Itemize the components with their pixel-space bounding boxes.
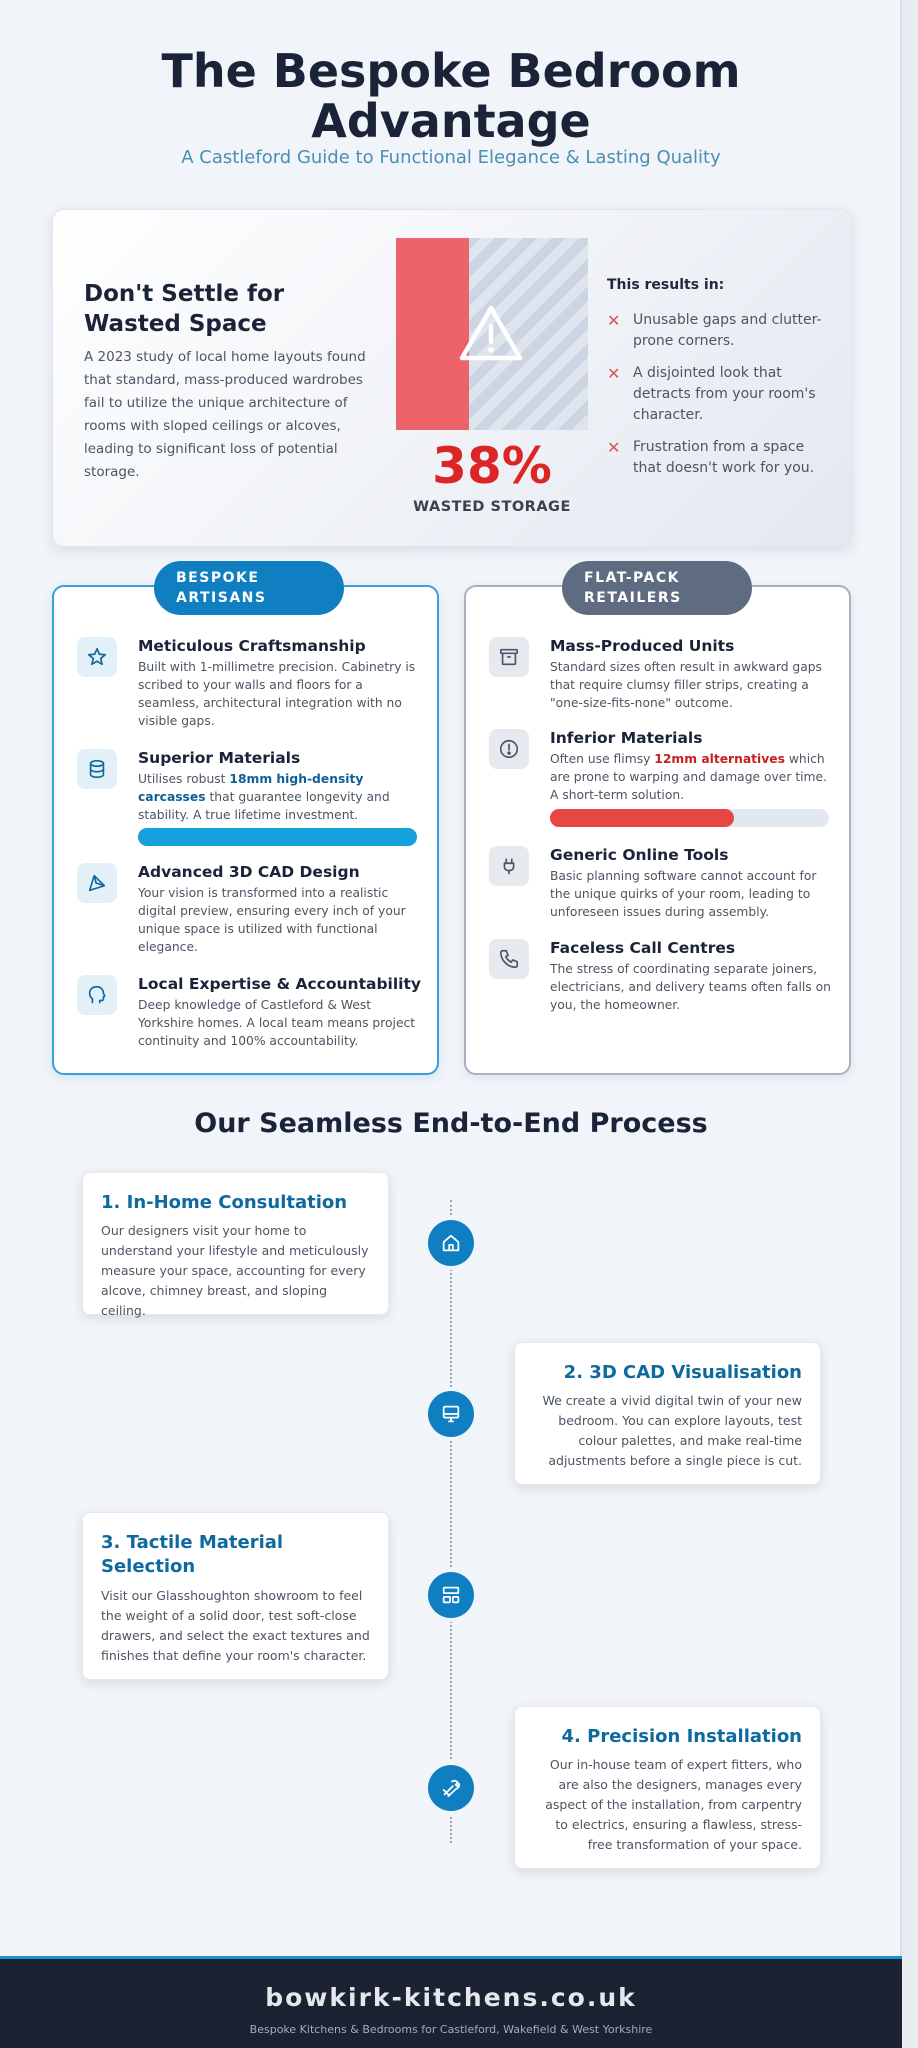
text-part: Utilises robust <box>138 772 230 786</box>
feature-text: Built with 1-millimetre precision. Cabinetry is scribed to your walls and floors for a seamless, architectural integration with no visible gaps. <box>138 660 416 728</box>
feature-title: Advanced 3D CAD Design <box>138 863 360 881</box>
alert-circle-icon <box>489 729 529 769</box>
feature-title: Faceless Call Centres <box>550 939 736 957</box>
highlight-text: 18mm high-density carcasses <box>138 772 364 804</box>
process-step-material-selection <box>82 1512 389 1680</box>
feature-text: The stress of coordinating separate joiners, electricians, and delivery teams often falls on you, the homeowner. <box>550 962 831 1012</box>
feature-text: Standard sizes often result in awkward gaps that require clumsy filler strips, creating a "one-size-fits-none" outcome. <box>550 660 822 710</box>
bespoke-artisans-card <box>52 570 439 1075</box>
feature-title: Superior Materials <box>138 749 301 767</box>
page-subtitle: A Castleford Guide to Functional Elegance & Lasting Quality <box>181 147 721 168</box>
website-link[interactable]: bowkirk-kitchens.co.uk <box>265 1983 637 2012</box>
material-quality-bar <box>550 809 829 827</box>
feature-title: Generic Online Tools <box>550 846 729 864</box>
flat-pack-badge <box>562 561 752 615</box>
page-title <box>0 46 902 146</box>
process-step-cad <box>514 1342 821 1485</box>
cross-icon: ✕ <box>607 364 621 383</box>
text-part: Often use flimsy <box>550 752 655 766</box>
layout-icon <box>428 1572 474 1618</box>
local-head-icon <box>77 975 117 1015</box>
intro-heading: Don't Settle for Wasted Space <box>84 281 285 337</box>
plug-icon <box>489 846 529 886</box>
step-text: Visit our Glasshoughton showroom to feel the weight of a solid door, test soft-close drawers, and select the exact textures and finishes that define your room's character. <box>101 1588 370 1663</box>
step-text: Our designers visit your home to understand your lifestyle and meticulously measure your space, accounting for every alcove, chimney breast, and sloping ceiling. <box>101 1223 369 1318</box>
wasted-storage-label: WASTED STORAGE <box>413 499 571 515</box>
highlight-text: 12mm alternatives <box>654 752 785 766</box>
feature-text <box>550 750 833 804</box>
wasted-space-card <box>52 209 852 547</box>
step-title: 3. Tactile Material Selection <box>101 1532 284 1577</box>
results-list <box>607 310 827 490</box>
tools-icon <box>428 1765 474 1811</box>
warning-triangle-icon <box>458 304 524 364</box>
star-icon <box>77 637 117 677</box>
footer <box>0 1956 902 2048</box>
feature-text <box>138 770 421 824</box>
title-line-1: The Bespoke Bedroom <box>161 44 741 98</box>
footer-tagline: Bespoke Kitchens & Bedrooms for Castleford, Wakefield & West Yorkshire <box>249 2023 653 2036</box>
flat-pack-retailers-card <box>464 570 851 1075</box>
results-title: This results in: <box>607 277 725 293</box>
step-title: 4. Precision Installation <box>561 1726 802 1747</box>
timeline-line <box>450 1200 452 1843</box>
feature-title: Mass-Produced Units <box>550 637 735 655</box>
step-title: 2. 3D CAD Visualisation <box>563 1362 802 1383</box>
step-text: Our in-house team of expert fitters, who are also the designers, manages every aspect of the installation, from carpentry to electrics, ensuring a flawless, stress-free transformation of your space. <box>545 1757 802 1852</box>
step-text: We create a vivid digital twin of your new bedroom. You can explore layouts, test colour palettes, and make real-time adjustments before a single piece is cut. <box>542 1393 802 1468</box>
badge-line: ARTISANS <box>176 590 267 606</box>
feature-text: Your vision is transformed into a realistic digital preview, ensuring every inch of your unique space is utilized with functional elegance. <box>138 886 406 954</box>
wasted-storage-percent: 38% <box>432 437 552 495</box>
feature-text: Deep knowledge of Castleford & West Yorkshire homes. A local team means project continuity and 100% accountability. <box>138 998 416 1048</box>
badge-line: RETAILERS <box>584 590 682 606</box>
cross-icon: ✕ <box>607 438 621 457</box>
drafting-icon <box>77 863 117 903</box>
title-line-2: Advantage <box>311 94 591 148</box>
home-icon <box>428 1220 474 1266</box>
text-part: that guarantee longevity and stability. A true lifetime investment. <box>138 790 390 822</box>
badge-line: FLAT-PACK <box>584 570 680 586</box>
intro-text: A 2023 study of local home layouts found that standard, mass-produced wardrobes fail to utilize the unique architecture of rooms with sloped ceilings or alcoves, leading to significant loss of potential storage. <box>84 349 366 480</box>
result-item: ✕ A disjointed look that detracts from your room's character. <box>607 364 816 423</box>
cross-icon: ✕ <box>607 311 621 330</box>
badge-line: BESPOKE <box>176 570 260 586</box>
material-quality-fill <box>550 809 734 827</box>
material-quality-fill <box>138 828 417 846</box>
process-step-consultation <box>82 1172 389 1318</box>
phone-icon <box>489 939 529 979</box>
bespoke-badge <box>154 561 344 615</box>
result-item: ✕ Unusable gaps and clutter-prone corners. <box>607 311 822 349</box>
feature-title: Local Expertise & Accountability <box>138 975 421 993</box>
process-title: Our Seamless End-to-End Process <box>194 1108 708 1139</box>
monitor-icon <box>428 1391 474 1437</box>
result-item: ✕ Frustration from a space that doesn't work for you. <box>607 438 815 476</box>
wasted-storage-graphic <box>396 238 588 430</box>
step-title: 1. In-Home Consultation <box>101 1192 348 1213</box>
text-part: which are prone to warping and damage over time. A short-term solution. <box>550 752 828 802</box>
feature-title: Inferior Materials <box>550 729 703 747</box>
process-step-installation <box>514 1706 821 1869</box>
archive-box-icon <box>489 637 529 677</box>
material-quality-bar <box>138 828 417 846</box>
feature-title: Meticulous Craftsmanship <box>138 637 366 655</box>
database-icon <box>77 749 117 789</box>
feature-text: Basic planning software cannot account for the unique quirks of your room, leading to unforeseen issues during assembly. <box>550 869 817 919</box>
